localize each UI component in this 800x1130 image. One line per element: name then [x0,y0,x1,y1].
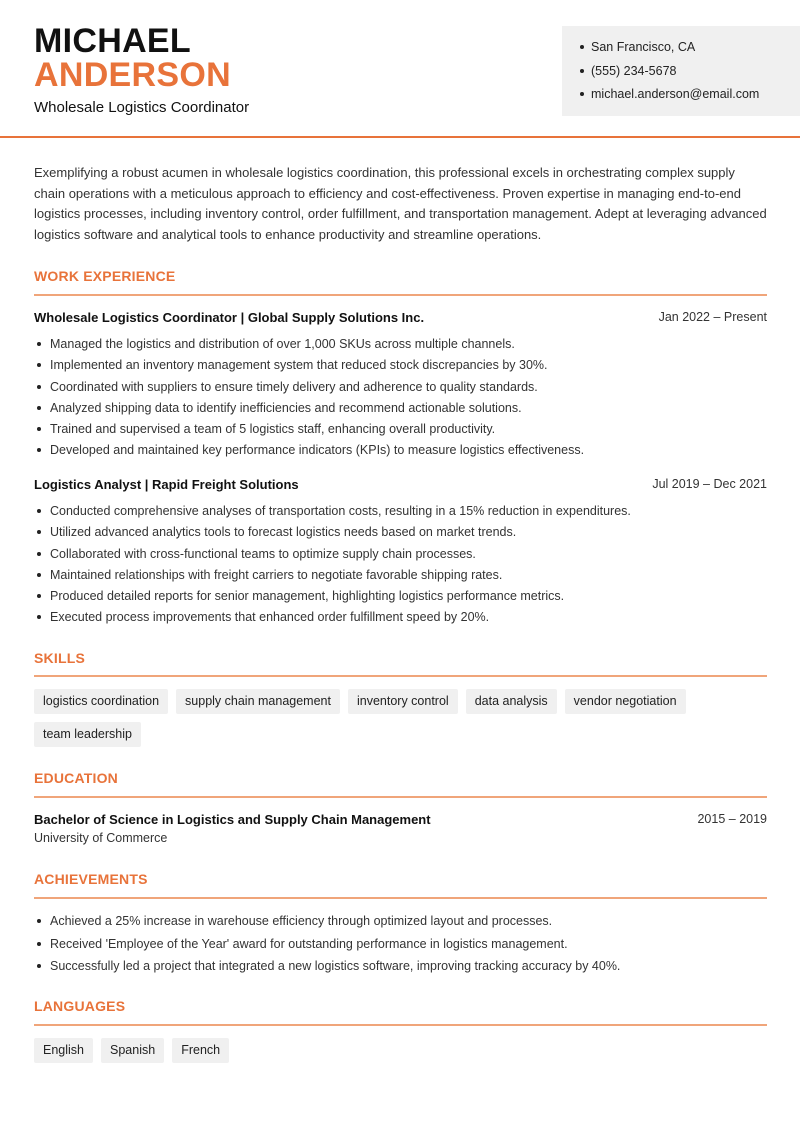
section-divider [34,796,767,798]
education-dates: 2015 – 2019 [697,812,767,826]
bullet-icon [580,92,584,96]
section-divider [34,294,767,296]
resume-header [0,0,800,138]
list-item [34,545,767,566]
education-heading: EDUCATION [34,770,118,786]
list-item [34,399,767,420]
bullet-icon [37,573,41,577]
bullet-icon [37,448,41,452]
bullet-icon [37,594,41,598]
first-name: MICHAEL [34,22,191,60]
school-name: University of Commerce [34,831,168,845]
contact-email[interactable] [580,85,800,109]
language-chip: English [34,1038,93,1063]
language-chip: French [172,1038,229,1063]
bullet-icon [580,45,584,49]
skills-list [34,689,734,747]
work-experience-heading: WORK EXPERIENCE [34,268,176,284]
bullet-icon [37,530,41,534]
contact-box [562,26,800,116]
skill-chip: vendor negotiation [565,689,686,714]
bullet-text: Received 'Employee of the Year' award for outstanding performance in logistics management. [50,936,568,951]
job-bullets [34,502,767,630]
bullet-icon [37,427,41,431]
section-divider [34,675,767,677]
job-dates: Jan 2022 – Present [658,310,767,324]
job-role: Wholesale Logistics Coordinator | Global Supply Solutions Inc. [34,310,425,325]
bullet-icon [580,69,584,73]
bullet-icon [37,342,41,346]
bullet-icon [37,509,41,513]
bullet-text: Utilized advanced analytics tools to forecast logistics needs based on market trends. [50,525,517,540]
bullet-icon [37,406,41,410]
skills-heading: SKILLS [34,650,85,666]
bullet-text: Analyzed shipping data to identify inefficiencies and recommend actionable solutions. [50,400,522,415]
list-item [34,335,767,356]
list-item [34,912,767,935]
list-item [34,502,767,523]
section-divider [34,897,767,899]
list-item [34,957,767,980]
bullet-icon [37,552,41,556]
achievements-list [34,912,767,980]
bullet-icon [37,964,41,968]
bullet-text: Collaborated with cross-functional teams to optimize supply chain processes. [50,546,476,561]
bullet-text: Maintained relationships with freight carriers to negotiate favorable shipping rates. [50,567,503,582]
section-divider [34,1024,767,1026]
bullet-icon [37,385,41,389]
bullet-text: Implemented an inventory management system that reduced stock discrepancies by 30%. [50,358,548,373]
location-text: San Francisco, CA [591,40,696,54]
education-header [34,812,767,827]
bullet-text: Conducted comprehensive analyses of transportation costs, resulting in a 15% reduction in expenditures. [50,504,631,518]
bullet-text: Coordinated with suppliers to ensure timely delivery and adherence to quality standards. [50,379,538,394]
bullet-text: Managed the logistics and distribution of over 1,000 SKUs across multiple channels. [50,337,515,351]
email-link[interactable]: michael.anderson@email.com [591,87,760,101]
skill-chip: data analysis [466,689,557,714]
list-item [34,378,767,399]
job-title: Wholesale Logistics Coordinator [34,99,250,116]
job-header [34,310,767,325]
list-item [34,356,767,377]
job-header [34,477,767,492]
list-item [34,566,767,587]
list-item [34,587,767,608]
list-item [34,608,767,629]
bullet-icon [37,363,41,367]
list-item [34,935,767,958]
skill-chip: inventory control [348,689,458,714]
summary-paragraph: Exemplifying a robust acumen in wholesale logistics coordination, this professional excels in orchestrating complex supply chain operations with a meticulous approach to efficiency and cost-effectiveness. Proven expertise in managing end-to-end logistics processes, including inventory control, order fulfillment, and transportation management. Adept at leveraging advanced logistics software and analytical tools to enhance productivity and streamline operations. [34,165,767,242]
list-item [34,420,767,441]
bullet-text: Developed and maintained key performance indicators (KPIs) to measure logistics effectiveness. [50,443,585,458]
skill-chip: logistics coordination [34,689,168,714]
achievements-heading: ACHIEVEMENTS [34,871,148,887]
languages-list [34,1038,734,1063]
skill-chip: supply chain management [176,689,340,714]
bullet-text: Successfully led a project that integrated a new logistics software, improving tracking accuracy by 40%. [50,959,621,973]
bullet-icon [37,919,41,923]
contact-phone [580,62,800,86]
bullet-icon [37,942,41,946]
bullet-text: Trained and supervised a team of 5 logistics staff, enhancing overall productivity. [50,422,496,437]
job-dates: Jul 2019 – Dec 2021 [652,477,767,491]
degree: Bachelor of Science in Logistics and Supply Chain Management [34,812,431,827]
language-chip: Spanish [101,1038,164,1063]
bullet-icon [37,615,41,619]
bullet-text: Produced detailed reports for senior management, highlighting logistics performance metrics. [50,589,565,604]
list-item [34,523,767,544]
list-item [34,441,767,462]
last-name: ANDERSON [34,56,231,94]
skill-chip: team leadership [34,722,141,747]
languages-heading: LANGUAGES [34,998,126,1014]
contact-location [580,38,800,62]
bullet-text: Executed process improvements that enhanced order fulfillment speed by 20%. [50,610,490,625]
job-bullets [34,335,767,463]
bullet-text: Achieved a 25% increase in warehouse efficiency through optimized layout and processes. [50,914,553,928]
phone-text: (555) 234-5678 [591,63,677,78]
job-role: Logistics Analyst | Rapid Freight Solutions [34,477,299,492]
